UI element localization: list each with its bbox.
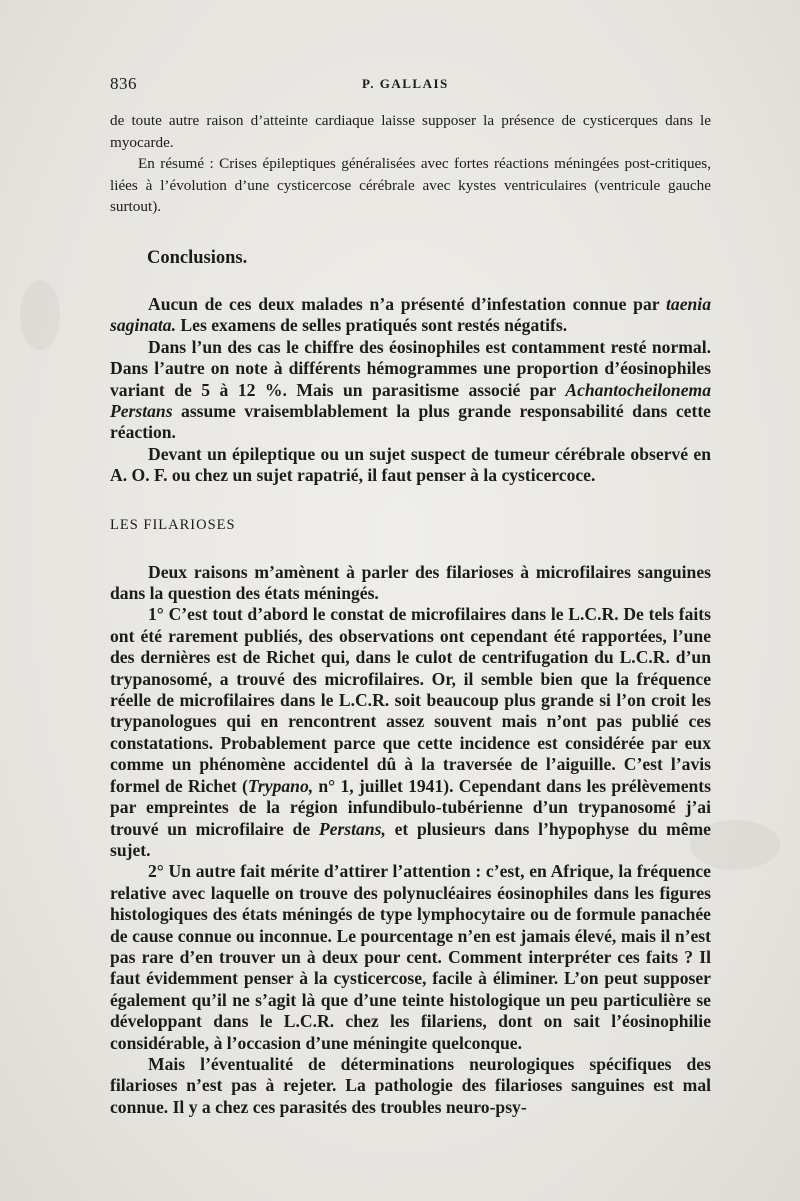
filarioses-paragraph-2 — [110, 604, 711, 861]
filarioses-paragraph-3: 2° Un autre fait mérite d’attirer l’attention : c’est, en Afrique, la fréquence relative avec laquelle on trouve des polynucléaires éosinophiles dans les figures histologiques des états méningés de type lymphocytaire ou de formule panachée de cause connue ou inconnue. Le pourcentage n’en est jamais élevé, mais il n’est pas rare d’en trouver un à deux pour cent. Comment interpréter ces faits ? Il faut évidemment penser à la cysticercose, facile à éliminer. L’on peut supposer également qu’il ne s’agit là que d’une teinte histologique un peu particulière se développant dans le L.C.R. chez les filariens, dont on sait l’éosinophilie considérable, à l’occasion d’une méningite quelconque. — [110, 861, 711, 1053]
filarioses-paragraph-4: Mais l’éventualité de déterminations neurologiques spécifiques des filarioses n’est pas à rejeter. La pathologie des filarioses sanguines est mal connue. Il y a chez ces parasités des troubles neuro-psy- — [110, 1053, 711, 1117]
paper-stain — [20, 280, 60, 350]
text-run: Les examens de selles pratiqués sont restés négatifs. — [176, 315, 568, 336]
intro-paragraph: de toute autre raison d’atteinte cardiaque laisse supposer la présence de cysticerques dans le myocarde. — [110, 112, 711, 151]
text-run: assume vraisemblablement la plus grande responsabilité dans cette réaction. — [110, 401, 711, 443]
conclusions-paragraph-2 — [110, 337, 711, 444]
text-run: n° 1, juillet 1941). Cependant dans les prélèvements par empreintes de la région infundibulo-tubérienne d’un trypanosomé j’ai trouvé un microfilaire de — [110, 775, 711, 839]
page-number: 836 — [110, 74, 137, 93]
page-body — [110, 110, 711, 1118]
italic-species-name: Achantocheilonema Perstans — [110, 379, 711, 421]
page-header — [110, 74, 710, 96]
text-run: Dans l’un des cas le chiffre des éosinophiles est contamment resté normal. Dans l’autre on note à différents hémogrammes une proportion d’éosinophiles variant de 5 à 12 %. Mais un parasitisme associé par — [110, 336, 711, 400]
conclusions-paragraph-3: Devant un épileptique ou un sujet suspect de tumeur cérébrale observé en A. O. F. ou chez un sujet rapatrié, il faut penser à la cysticercoce. — [110, 443, 711, 486]
running-head: P. GALLAIS — [362, 76, 449, 91]
conclusions-heading: Conclusions. — [147, 247, 248, 268]
conclusions-paragraph-1 — [110, 294, 711, 337]
text-run: Aucun de ces deux malades n’a présenté d’infestation connue par — [148, 293, 667, 314]
filarioses-paragraph-1: Deux raisons m’amènent à parler des filarioses à microfilaires sanguines dans la question des états méningés. — [110, 561, 711, 604]
italic-journal-name: Trypano, — [247, 775, 314, 796]
text-run: 1° C’est tout d’abord le constat de microfilaires dans le L.C.R. De tels faits ont été rarement publiés, des observations ont cependant été rapportées, l’une des dernières est de Richet qui, dans le culot de centrifugation du L.C.R. d’un trypanosomé, a trouvé des microfilaires. Or, il semble bien que la fréquence réelle de microfilaires dans le L.C.R. soit beaucoup plus grande si l’on croit les trypanologues qui en rencontrent assez souvent mais n’ont pas publié ces constatations. Probablement parce que cette incidence est considérée par eux comme un phénomène accidentel dû à la traversée de l’aiguille. C’est l’avis formel de Richet ( — [110, 604, 711, 796]
section-title-filarioses: LES FILARIOSES — [110, 516, 236, 533]
italic-species-name: taenia saginata. — [110, 293, 711, 336]
italic-species-name: Perstans, — [318, 818, 386, 839]
text-run: et plusieurs dans l’hypophyse du même sujet. — [110, 818, 711, 860]
summary-paragraph: En résumé : Crises épileptiques généralisées avec fortes réactions méningées post-critiques, liées à l’évolution d’une cysticercose cérébrale avec kystes ventriculaires (ventricule gauche surtout). — [110, 155, 711, 216]
